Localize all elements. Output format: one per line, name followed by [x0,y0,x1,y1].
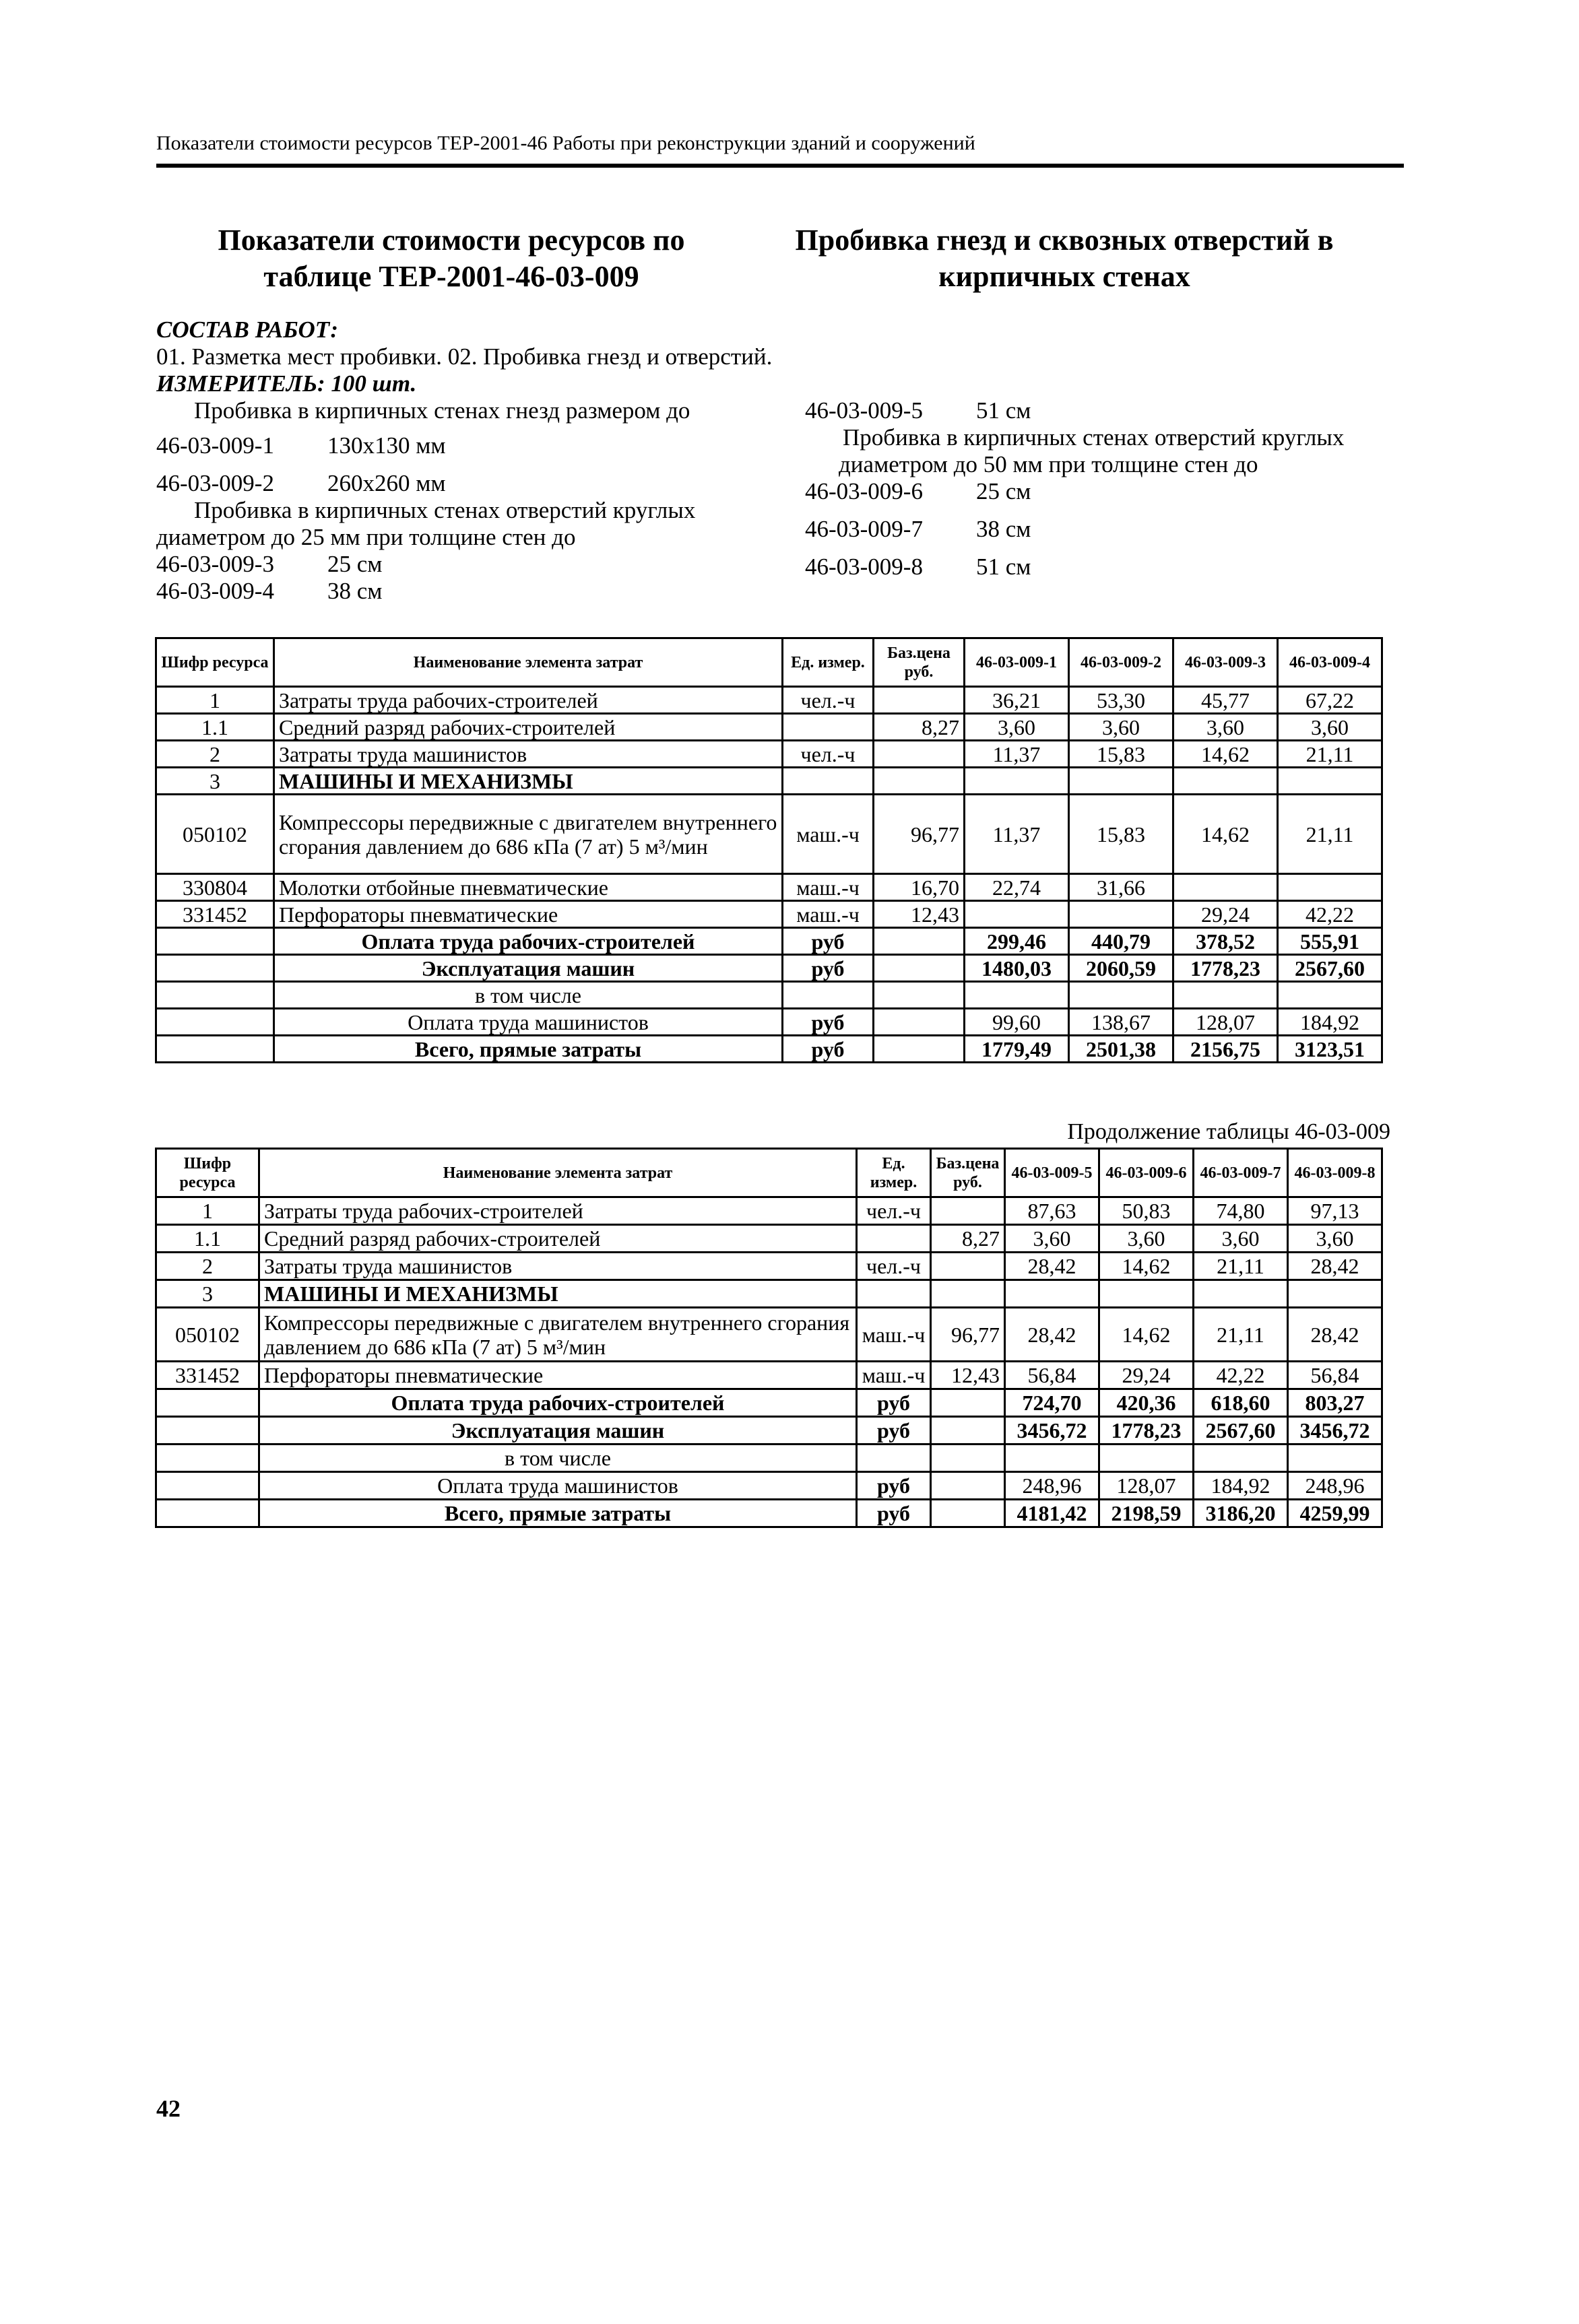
cell-name: Всего, прямые затраты [259,1500,857,1527]
cell-value: 42,22 [1278,901,1382,928]
cell-value: 3456,72 [1288,1417,1382,1445]
cell-value [1099,1445,1194,1472]
cell-value: 248,96 [1005,1472,1099,1500]
cell-value: 50,83 [1099,1197,1194,1225]
cell-price: 8,27 [874,714,965,741]
cell-price [931,1445,1005,1472]
cell-price: 12,43 [931,1362,1005,1389]
running-header: Показатели стоимости ресурсов ТЕР-2001-46 Работы при реконструкции зданий и сооружений [156,132,975,154]
table-row [156,1308,1382,1362]
cell-value: 15,83 [1069,741,1173,768]
cell-value [1069,768,1173,795]
cell-name: Затраты труда машинистов [259,1253,857,1280]
cell-code [156,1009,274,1036]
heading-2b: диаметром до 25 мм при толщине стен до [156,524,576,550]
cell-value: 1778,23 [1173,955,1278,982]
cell-value: 248,96 [1288,1472,1382,1500]
cell-name: МАШИНЫ И МЕХАНИЗМЫ [274,768,783,795]
cell-code [156,1417,259,1445]
cell-code [156,928,274,955]
cell-value: 184,92 [1278,1009,1382,1036]
table-row [156,955,1382,982]
title-right: Пробивка гнезд и сквозных отверстий в кирпичных стенах [795,224,1334,293]
cell-unit: маш.-ч [857,1362,931,1389]
cell-code: 331452 [156,1362,259,1389]
cell-value [965,982,1069,1009]
cell-value: 1779,49 [965,1036,1069,1063]
cell-value: 2060,59 [1069,955,1173,982]
cell-name: Средний разряд рабочих-строителей [274,714,783,741]
cell-code [156,1500,259,1527]
cell-value: 67,22 [1278,687,1382,714]
col-name-header: Наименование элемента затрат [274,638,783,687]
cell-value: 1480,03 [965,955,1069,982]
item-8: 46-03-009-8 51 см [805,554,1031,580]
col-rate-header: 46-03-009-8 [1288,1149,1382,1197]
col-rate-header: 46-03-009-7 [1194,1149,1288,1197]
cell-value: 74,80 [1194,1197,1288,1225]
cell-unit: чел.-ч [857,1197,931,1225]
cell-code: 1 [156,1197,259,1225]
cell-unit: руб [783,928,874,955]
cell-price [931,1389,1005,1417]
table-row [156,1500,1382,1527]
cell-price: 12,43 [874,901,965,928]
cell-name: Оплата труда машинистов [259,1472,857,1500]
cell-code: 1.1 [156,714,274,741]
intro-left [156,317,772,605]
cell-value: 53,30 [1069,687,1173,714]
cell-value: 14,62 [1173,741,1278,768]
table-row [156,741,1382,768]
cell-name: Затраты труда рабочих-строителей [259,1197,857,1225]
cell-value: 2501,38 [1069,1036,1173,1063]
cell-unit [783,768,874,795]
col-unit-header: Ед. измер. [783,638,874,687]
cell-value: 128,07 [1173,1009,1278,1036]
cell-unit: руб [857,1417,931,1445]
cell-value: 87,63 [1005,1197,1099,1225]
cell-value: 21,11 [1278,795,1382,874]
cell-value: 4259,99 [1288,1500,1382,1527]
cell-value: 3,60 [1069,714,1173,741]
col-unit-header: Ед. измер. [857,1149,931,1197]
cell-unit: руб [857,1500,931,1527]
table-row [156,874,1382,901]
cell-value: 3186,20 [1194,1500,1288,1527]
cell-code: 330804 [156,874,274,901]
col-rate-header: 46-03-009-2 [1069,638,1173,687]
cell-value: 22,74 [965,874,1069,901]
table-row [156,982,1382,1009]
cell-name: Оплата труда рабочих-строителей [259,1389,857,1417]
table-row [156,1445,1382,1472]
cell-name: Перфораторы пневматические [274,901,783,928]
cell-value: 45,77 [1173,687,1278,714]
sostav-text: 01. Разметка мест пробивки. 02. Пробивка гнезд и отверстий. [156,343,773,370]
cost-table-2 [155,1148,1383,1528]
heading-3a: Пробивка в кирпичных стенах отверстий круглых [843,424,1345,451]
table-row [156,1225,1382,1253]
cell-price [874,928,965,955]
heading-1: Пробивка в кирпичных стенах гнезд размером до [194,397,690,424]
cell-value: 4181,42 [1005,1500,1099,1527]
col-code-header: Шифр ресурса [156,1149,259,1197]
cell-name: МАШИНЫ И МЕХАНИЗМЫ [259,1280,857,1308]
heading-3b: диаметром до 50 мм при толщине стен до [839,451,1258,477]
cell-name: Всего, прямые затраты [274,1036,783,1063]
cell-value [1069,901,1173,928]
cell-value [1099,1280,1194,1308]
cell-price: 8,27 [931,1225,1005,1253]
cell-price [931,1280,1005,1308]
table-row [156,795,1382,874]
cell-price: 96,77 [874,795,965,874]
cell-price: 96,77 [931,1308,1005,1362]
cell-unit: чел.-ч [857,1253,931,1280]
table-row [156,1197,1382,1225]
cell-unit: маш.-ч [857,1308,931,1362]
cell-code: 050102 [156,1308,259,1362]
table-row [156,901,1382,928]
cell-name: Затраты труда рабочих-строителей [274,687,783,714]
cell-value: 3,60 [1278,714,1382,741]
table-row [156,1472,1382,1500]
cell-code: 331452 [156,901,274,928]
cell-value: 21,11 [1278,741,1382,768]
item-7: 46-03-009-7 38 см [805,516,1031,542]
cell-value: 3,60 [1173,714,1278,741]
cell-price [931,1500,1005,1527]
cell-price [874,768,965,795]
cell-code [156,982,274,1009]
cell-name: Затраты труда машинистов [274,741,783,768]
cell-value [1173,768,1278,795]
cell-price [931,1417,1005,1445]
cell-value: 138,67 [1069,1009,1173,1036]
cell-code: 1 [156,687,274,714]
table-row [156,714,1382,741]
cell-value: 803,27 [1288,1389,1382,1417]
sostav-label: СОСТАВ РАБОТ: [156,317,339,343]
cell-price [874,955,965,982]
cell-value: 36,21 [965,687,1069,714]
cell-value: 42,22 [1194,1362,1288,1389]
cell-value: 28,42 [1288,1253,1382,1280]
cell-code: 2 [156,741,274,768]
cell-code [156,1472,259,1500]
col-rate-header: 46-03-009-1 [965,638,1069,687]
cell-name: Эксплуатация машин [274,955,783,982]
cell-value: 15,83 [1069,795,1173,874]
cell-value: 28,42 [1005,1308,1099,1362]
cell-value [965,901,1069,928]
cell-value [1278,982,1382,1009]
cell-value: 3123,51 [1278,1036,1382,1063]
col-rate-header: 46-03-009-4 [1278,638,1382,687]
cell-name: Компрессоры передвижные с двигателем внутреннего сгорания давлением до 686 кПа (7 ат) 5 м³/мин [274,795,783,874]
cell-price [874,687,965,714]
cell-value: 31,66 [1069,874,1173,901]
cell-value [1194,1445,1288,1472]
cell-name: Компрессоры передвижные с двигателем внутреннего сгорания давлением до 686 кПа (7 ат) 5 м³/мин [259,1308,857,1362]
cell-value: 2567,60 [1278,955,1382,982]
cell-price [874,982,965,1009]
cell-value [1173,982,1278,1009]
page-number: 42 [156,2095,181,2122]
cell-unit: маш.-ч [783,795,874,874]
cell-unit: маш.-ч [783,901,874,928]
heading-2a: Пробивка в кирпичных стенах отверстий круглых [194,497,696,523]
cell-value: 11,37 [965,741,1069,768]
col-code-header: Шифр ресурса [156,638,274,687]
item-6: 46-03-009-6 25 см [805,478,1031,504]
cell-value: 3,60 [965,714,1069,741]
cell-unit: руб [783,955,874,982]
cell-value: 14,62 [1173,795,1278,874]
cell-name: Эксплуатация машин [259,1417,857,1445]
cell-value: 555,91 [1278,928,1382,955]
cell-value [965,768,1069,795]
header-rule [156,164,1404,168]
cell-unit: руб [857,1472,931,1500]
cell-value: 29,24 [1099,1362,1194,1389]
cell-value: 1778,23 [1099,1417,1194,1445]
cell-unit: маш.-ч [783,874,874,901]
table-row [156,1417,1382,1445]
cell-code: 050102 [156,795,274,874]
cell-code [156,955,274,982]
cell-code [156,1445,259,1472]
cell-value: 97,13 [1288,1197,1382,1225]
cell-price [874,1009,965,1036]
item-1: 46-03-009-1 130x130 мм [156,432,446,459]
cell-unit: чел.-ч [783,687,874,714]
col-rate-header: 46-03-009-6 [1099,1149,1194,1197]
cell-value [1194,1280,1288,1308]
cell-code: 2 [156,1253,259,1280]
cell-name: Оплата труда рабочих-строителей [274,928,783,955]
item-5: 46-03-009-5 51 см [805,397,1031,424]
cell-value: 128,07 [1099,1472,1194,1500]
cell-value: 14,62 [1099,1308,1194,1362]
item-4: 46-03-009-4 38 см [156,578,383,604]
intro-right [805,397,1344,580]
cell-name: Оплата труда машинистов [274,1009,783,1036]
cell-price [931,1197,1005,1225]
cell-value: 440,79 [1069,928,1173,955]
table-row [156,1362,1382,1389]
cell-value: 14,62 [1099,1253,1194,1280]
cell-code [156,1036,274,1063]
table-row [156,1009,1382,1036]
cell-value [1278,768,1382,795]
table-row [156,1253,1382,1280]
cell-value: 2567,60 [1194,1417,1288,1445]
col-price-header: Баз.цена руб. [874,638,965,687]
col-name-header: Наименование элемента затрат [259,1149,857,1197]
cell-code: 3 [156,768,274,795]
cell-value: 2156,75 [1173,1036,1278,1063]
item-3: 46-03-009-3 25 см [156,551,383,577]
cell-value: 29,24 [1173,901,1278,928]
cell-value: 56,84 [1288,1362,1382,1389]
title-left: Показатели стоимости ресурсов по таблице ТЕР-2001-46-03-009 [218,224,685,293]
table-row [156,1280,1382,1308]
cell-value: 3,60 [1288,1225,1382,1253]
cell-price [931,1253,1005,1280]
cell-price [931,1472,1005,1500]
cell-value: 28,42 [1005,1253,1099,1280]
cell-unit [857,1225,931,1253]
cell-code [156,1389,259,1417]
cell-value: 3,60 [1099,1225,1194,1253]
cell-value: 21,11 [1194,1253,1288,1280]
cell-value [1278,874,1382,901]
cell-name: Перфораторы пневматические [259,1362,857,1389]
cell-value: 184,92 [1194,1472,1288,1500]
cell-value [1288,1445,1382,1472]
cell-value [1173,874,1278,901]
cell-value: 3,60 [1194,1225,1288,1253]
cell-name: в том числе [274,982,783,1009]
table-row [156,928,1382,955]
col-rate-header: 46-03-009-5 [1005,1149,1099,1197]
col-rate-header: 46-03-009-3 [1173,638,1278,687]
continuation-label: Продолжение таблицы 46-03-009 [1067,1119,1390,1144]
table-row [156,1389,1382,1417]
cell-unit [783,714,874,741]
cell-name: в том числе [259,1445,857,1472]
cell-value: 299,46 [965,928,1069,955]
cell-unit [783,982,874,1009]
cell-value: 2198,59 [1099,1500,1194,1527]
table-row [156,687,1382,714]
cell-code: 3 [156,1280,259,1308]
cell-value: 3,60 [1005,1225,1099,1253]
cell-price: 16,70 [874,874,965,901]
cell-value: 618,60 [1194,1389,1288,1417]
cell-value: 99,60 [965,1009,1069,1036]
cell-unit [857,1280,931,1308]
cell-unit [857,1445,931,1472]
cell-value: 724,70 [1005,1389,1099,1417]
cell-value [1005,1280,1099,1308]
cell-value: 56,84 [1005,1362,1099,1389]
cell-value: 28,42 [1288,1308,1382,1362]
col-price-header: Баз.цена руб. [931,1149,1005,1197]
cell-name: Молотки отбойные пневматические [274,874,783,901]
cell-unit: руб [857,1389,931,1417]
cell-value [1005,1445,1099,1472]
cell-value: 378,52 [1173,928,1278,955]
item-2: 46-03-009-2 260x260 мм [156,470,446,496]
cell-value [1288,1280,1382,1308]
table-row [156,1036,1382,1063]
cell-value: 11,37 [965,795,1069,874]
cell-unit: руб [783,1009,874,1036]
cell-unit: руб [783,1036,874,1063]
cell-code: 1.1 [156,1225,259,1253]
cell-unit: чел.-ч [783,741,874,768]
cost-table-1 [155,637,1383,1063]
table-row [156,768,1382,795]
cell-price [874,741,965,768]
cell-value: 420,36 [1099,1389,1194,1417]
izmeritel-label: ИЗМЕРИТЕЛЬ: 100 шт. [156,370,417,397]
cell-value [1069,982,1173,1009]
cell-name: Средний разряд рабочих-строителей [259,1225,857,1253]
cell-price [874,1036,965,1063]
cell-value: 21,11 [1194,1308,1288,1362]
cell-value: 3456,72 [1005,1417,1099,1445]
